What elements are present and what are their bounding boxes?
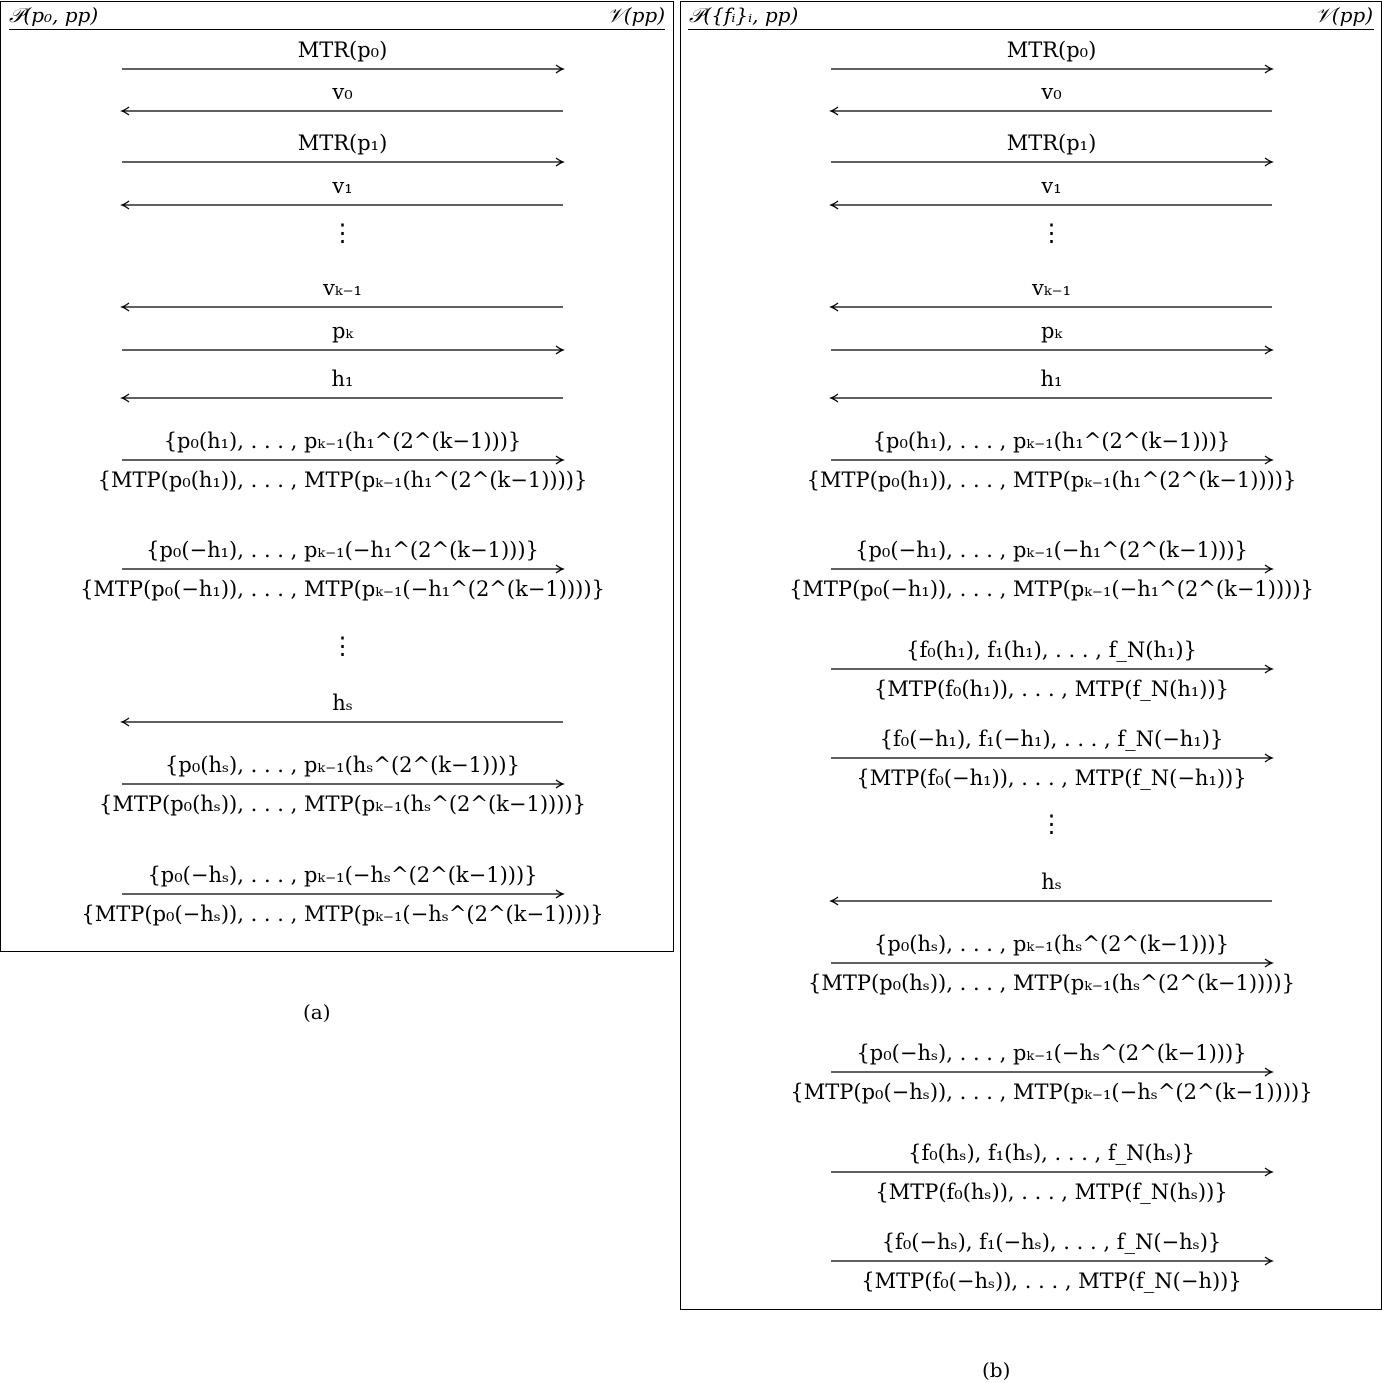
message-label-above: v₀	[1041, 80, 1062, 104]
ellipsis: ⋮	[1039, 810, 1064, 838]
message-label-above: {f₀(h₁), f₁(h₁), . . . , f_N(h₁)}	[906, 638, 1197, 662]
ellipsis: ⋮	[330, 219, 355, 247]
message-label-above: pₖ	[1040, 319, 1063, 343]
message-label-above: hₛ	[332, 691, 353, 715]
ellipsis: ⋮	[1039, 219, 1064, 247]
message-label-above: {p₀(h₁), . . . , pₖ₋₁(h₁^(2^(k−1)))}	[872, 429, 1231, 453]
message-label-above: MTR(p₁)	[297, 131, 388, 155]
message-label-below: {MTP(p₀(hₛ)), . . . , MTP(pₖ₋₁(hₛ^(2^(k−1))))}	[99, 792, 586, 816]
prover-label: 𝒫({fᵢ}ᵢ, pp)	[689, 3, 799, 27]
message-label-below: {MTP(p₀(−h₁)), . . . , MTP(pₖ₋₁(−h₁^(2^(k−1))))}	[80, 577, 605, 601]
message-label-above: MTR(p₀)	[297, 38, 388, 62]
protocol-panel-b	[680, 1, 1382, 1310]
message-label-above: {p₀(h₁), . . . , pₖ₋₁(h₁^(2^(k−1)))}	[163, 429, 522, 453]
caption-b: (b)	[982, 1358, 1011, 1382]
message-label-above: hₛ	[1041, 870, 1062, 894]
message-label-above: {f₀(−hₛ), f₁(−hₛ), . . . , f_N(−hₛ)}	[881, 1230, 1222, 1254]
message-label-above: v₀	[332, 80, 353, 104]
message-label-above: h₁	[1040, 367, 1063, 391]
message-label-above: {f₀(−h₁), f₁(−h₁), . . . , f_N(−h₁)}	[879, 727, 1224, 751]
message-label-below: {MTP(p₀(h₁)), . . . , MTP(pₖ₋₁(h₁^(2^(k−1))))}	[806, 468, 1297, 492]
message-label-below: {MTP(f₀(−hₛ)), . . . , MTP(f_N(−h))}	[861, 1269, 1242, 1293]
message-label-above: {f₀(hₛ), f₁(hₛ), . . . , f_N(hₛ)}	[908, 1141, 1195, 1165]
message-label-above: {p₀(−hₛ), . . . , pₖ₋₁(−hₛ^(2^(k−1)))}	[856, 1041, 1247, 1065]
message-label-above: {p₀(hₛ), . . . , pₖ₋₁(hₛ^(2^(k−1)))}	[165, 753, 520, 777]
message-label-below: {MTP(p₀(−h₁)), . . . , MTP(pₖ₋₁(−h₁^(2^(k−1))))}	[789, 577, 1314, 601]
message-label-below: {MTP(p₀(−hₛ)), . . . , MTP(pₖ₋₁(−hₛ^(2^(k−1))))}	[790, 1080, 1313, 1104]
message-label-above: v₁	[1041, 174, 1062, 198]
message-label-below: {MTP(p₀(hₛ)), . . . , MTP(pₖ₋₁(hₛ^(2^(k−1))))}	[808, 971, 1295, 995]
message-label-below: {MTP(p₀(h₁)), . . . , MTP(pₖ₋₁(h₁^(2^(k−1))))}	[97, 468, 588, 492]
message-label-above: vₖ₋₁	[322, 276, 363, 300]
message-label-above: pₖ	[331, 319, 354, 343]
message-label-below: {MTP(f₀(−h₁)), . . . , MTP(f_N(−h₁))}	[856, 766, 1247, 790]
message-label-above: {p₀(−h₁), . . . , pₖ₋₁(−h₁^(2^(k−1)))}	[146, 538, 539, 562]
message-label-below: {MTP(f₀(hₛ)), . . . , MTP(f_N(hₛ))}	[875, 1180, 1228, 1204]
verifier-label: 𝒱(pp)	[607, 3, 665, 27]
message-label-above: {p₀(−hₛ), . . . , pₖ₋₁(−hₛ^(2^(k−1)))}	[147, 863, 538, 887]
message-label-above: {p₀(hₛ), . . . , pₖ₋₁(hₛ^(2^(k−1)))}	[874, 932, 1229, 956]
message-label-above: MTR(p₁)	[1006, 131, 1097, 155]
message-label-below: {MTP(p₀(−hₛ)), . . . , MTP(pₖ₋₁(−hₛ^(2^(k−1))))}	[81, 902, 604, 926]
verifier-label: 𝒱(pp)	[1315, 3, 1373, 27]
message-label-above: vₖ₋₁	[1031, 276, 1072, 300]
message-label-above: v₁	[332, 174, 353, 198]
message-label-below: {MTP(f₀(h₁)), . . . , MTP(f_N(h₁))}	[873, 677, 1230, 701]
prover-label: 𝒫(p₀, pp)	[9, 3, 99, 27]
protocol-panel-a	[0, 1, 674, 952]
message-label-above: MTR(p₀)	[1006, 38, 1097, 62]
message-label-above: {p₀(−h₁), . . . , pₖ₋₁(−h₁^(2^(k−1)))}	[855, 538, 1248, 562]
caption-a: (a)	[303, 1000, 331, 1024]
ellipsis: ⋮	[330, 632, 355, 660]
message-label-above: h₁	[331, 367, 354, 391]
